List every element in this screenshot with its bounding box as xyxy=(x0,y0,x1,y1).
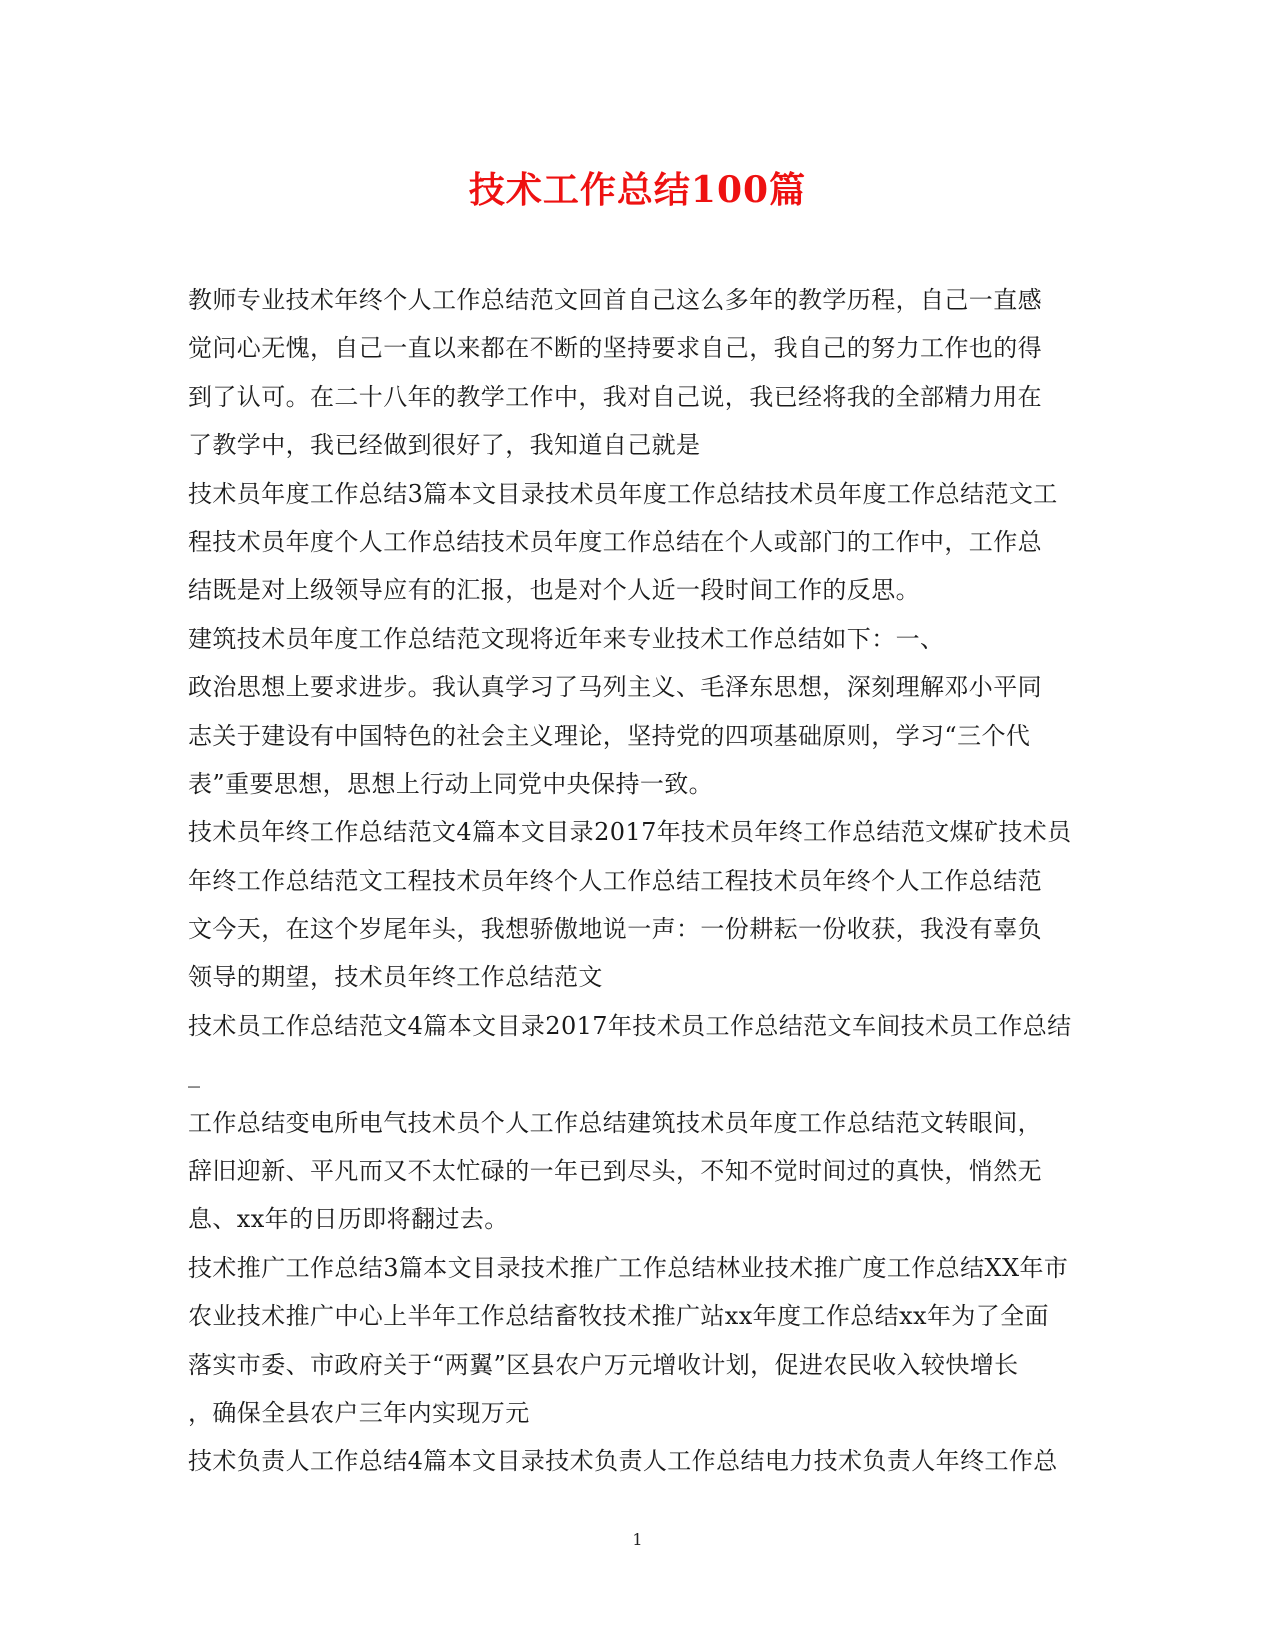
body-line: 工作总结变电所电气技术员个人工作总结建筑技术员年度工作总结范文转眼间， xyxy=(188,1108,1042,1137)
body-line: 农业技术推广中心上半年工作总结畜牧技术推广站xx年度工作总结xx年为了全面 xyxy=(188,1302,1049,1331)
body-line: 辞旧迎新、平凡而又不太忙碌的一年已到尽头，不知不觉时间过的真快，悄然无 xyxy=(188,1157,1042,1186)
body-line: 息、xx年的日历即将翻过去。 xyxy=(188,1205,509,1234)
body-line: 建筑技术员年度工作总结范文现将近年来专业技术工作总结如下：一、 xyxy=(188,624,945,653)
body-line: 技术员年度工作总结3篇本文目录技术员年度工作总结技术员年度工作总结范文工 xyxy=(188,479,1058,508)
body-line: 技术负责人工作总结4篇本文目录技术负责人工作总结电力技术负责人年终工作总 xyxy=(188,1447,1058,1476)
document-body xyxy=(188,276,1078,1486)
page-number: 1 xyxy=(632,1530,643,1549)
body-line: 了教学中，我已经做到很好了，我知道自己就是 xyxy=(188,431,701,460)
body-line: 领导的期望，技术员年终工作总结范文 xyxy=(188,963,603,992)
body-line: 技术推广工作总结3篇本文目录技术推广工作总结林业技术推广度工作总结XX年市 xyxy=(188,1253,1069,1282)
body-line: ，确保全县农户三年内实现万元 xyxy=(188,1398,530,1427)
body-line: _ xyxy=(188,1060,201,1089)
body-line: 技术员年终工作总结范文4篇本文目录2017年技术员年终工作总结范文煤矿技术员 xyxy=(188,818,1072,847)
body-line: 政治思想上要求进步。我认真学习了马列主义、毛泽东思想，深刻理解邓小平同 xyxy=(188,673,1042,702)
body-line: 程技术员年度个人工作总结技术员年度工作总结在个人或部门的工作中，工作总 xyxy=(188,527,1042,556)
body-line: 落实市委、市政府关于“两翼”区县农户万元增收计划，促进农民收入较快增长 xyxy=(188,1350,1019,1379)
body-line: 教师专业技术年终个人工作总结范文回首自己这么多年的教学历程，自己一直感 xyxy=(188,286,1042,314)
body-line: 觉问心无愧，自己一直以来都在不断的坚持要求自己，我自己的努力工作也的得 xyxy=(188,334,1042,363)
body-line: 技术员工作总结范文4篇本文目录2017年技术员工作总结范文车间技术员工作总结 xyxy=(188,1011,1072,1040)
document-title: 技术工作总结100篇 xyxy=(468,169,807,211)
body-line: 年终工作总结范文工程技术员年终个人工作总结工程技术员年终个人工作总结范 xyxy=(188,866,1042,895)
body-line: 志关于建设有中国特色的社会主义理论，坚持党的四项基础原则，学习“三个代 xyxy=(188,721,1031,750)
body-line: 到了认可。在二十八年的教学工作中，我对自己说，我已经将我的全部精力用在 xyxy=(188,382,1042,411)
body-line: 结既是对上级领导应有的汇报，也是对个人近一段时间工作的反思。 xyxy=(188,576,920,605)
body-line: 文今天，在这个岁尾年头，我想骄傲地说一声：一份耕耘一份收获，我没有辜负 xyxy=(188,915,1042,944)
body-line: 表”重要思想，思想上行动上同党中央保持一致。 xyxy=(188,769,714,798)
